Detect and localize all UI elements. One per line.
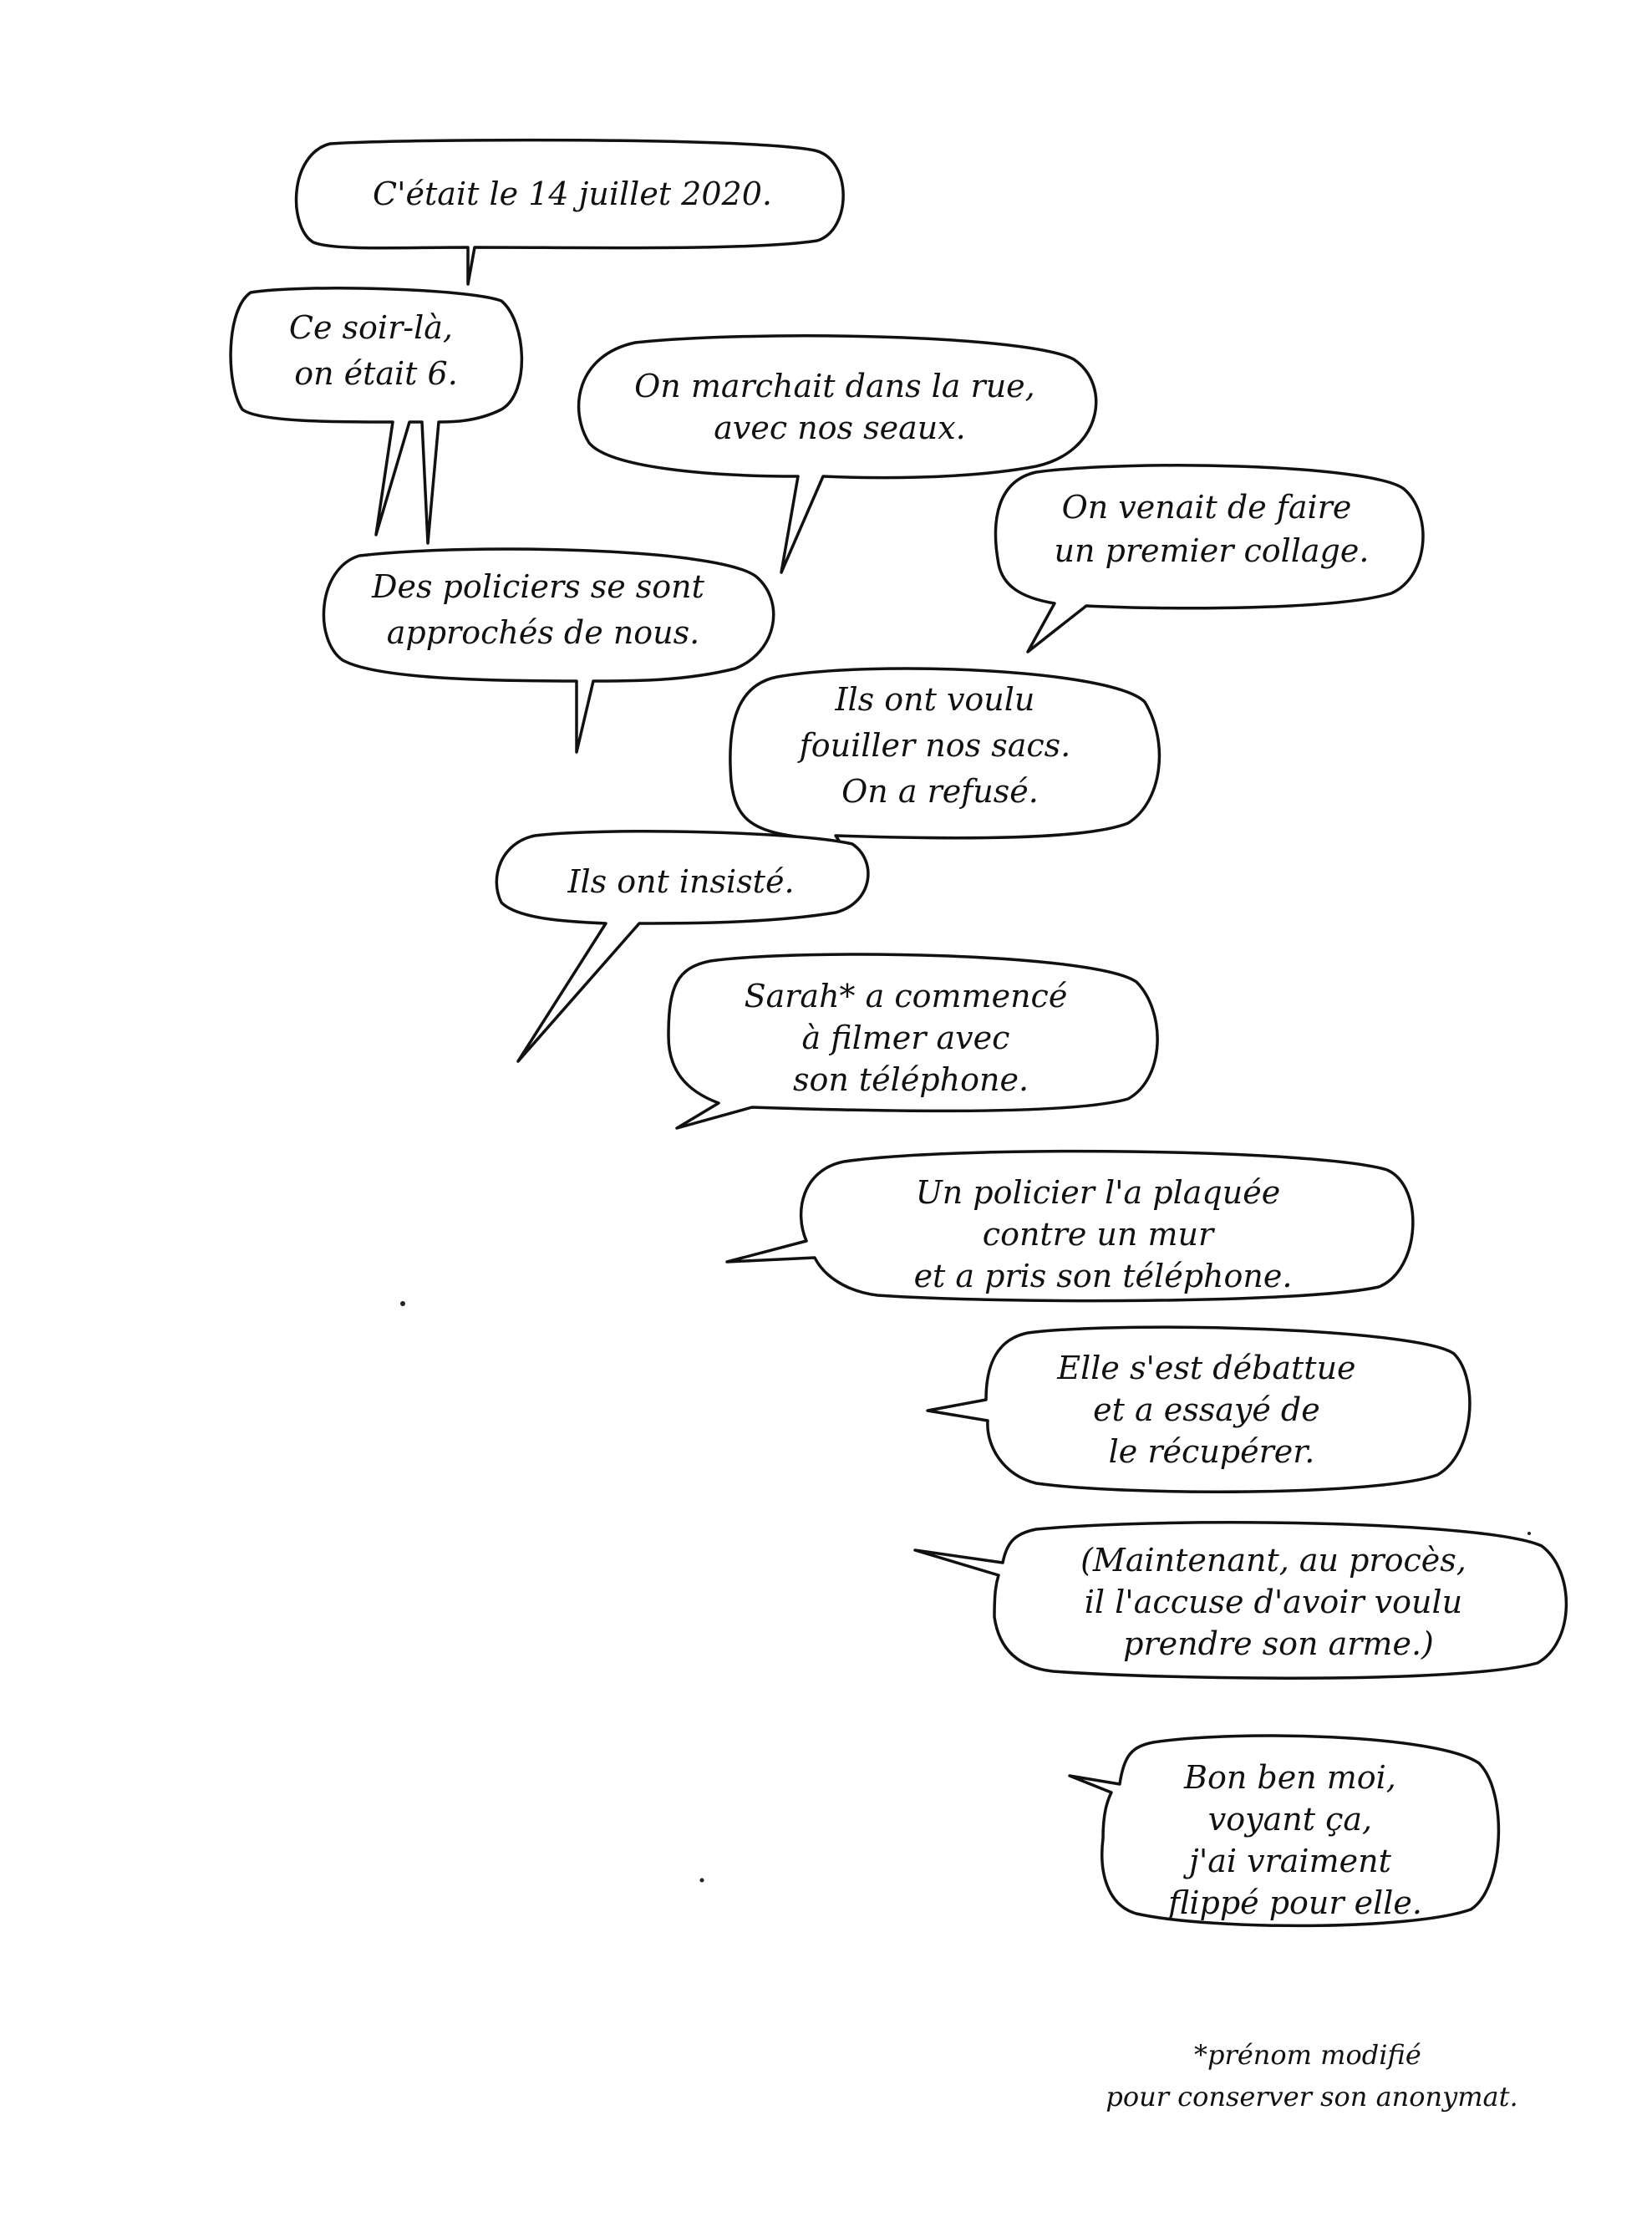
- bubble-9-text: Un policier l'a plaquée contre un mur et a pris son téléphone.: [913, 1174, 1293, 1294]
- speech-bubble-11: [915, 1523, 1566, 1678]
- bubble-3-text: On marchait dans la rue, avec nos seaux.: [634, 368, 1035, 446]
- bubble-1-text: C'était le 14 juillet 2020.: [373, 175, 772, 212]
- speech-bubble-6: [730, 669, 1160, 848]
- bubble-10-text: Elle s'est débattue et a essayé de le récupérer.: [1057, 1350, 1356, 1470]
- speech-bubble-4: [995, 465, 1423, 652]
- paper-speck: [400, 1301, 405, 1306]
- bubble-4-text: On venait de faire un premier collage.: [1054, 489, 1370, 569]
- speech-bubble-12: [1070, 1736, 1498, 1925]
- bubble-5-text: Des policiers se sont approchés de nous.: [372, 568, 704, 651]
- paper-speck: [1527, 1532, 1531, 1535]
- bubble-6-text: Ils ont voulu fouiller nos sacs. On a refusé.: [799, 681, 1071, 810]
- bubble-7-text: Ils ont insisté.: [567, 863, 795, 900]
- speech-bubble-8: [668, 954, 1157, 1128]
- speech-bubble-10: [928, 1327, 1470, 1492]
- bubble-12-text: Bon ben moi, voyant ça, j'ai vraiment flippé pour elle.: [1168, 1759, 1422, 1921]
- footnote: [1106, 2039, 1517, 2113]
- bubble-11-text: (Maintenant, au procès, il l'accuse d'avoir voulu prendre son arme.): [1080, 1542, 1466, 1662]
- footnote-text: *prénom modifié pour conserver son anonymat.: [1106, 2039, 1518, 2113]
- speech-bubble-5: [323, 549, 773, 752]
- speech-bubble-1: [297, 140, 844, 284]
- bubble-8-text: Sarah* a commencé à filmer avec son téléphone.: [744, 978, 1068, 1098]
- bubble-2-text: Ce soir-là, on était 6.: [288, 309, 458, 392]
- speech-bubble-2: [231, 288, 521, 543]
- paper-speck: [700, 1879, 704, 1883]
- speech-bubble-9: [727, 1152, 1413, 1301]
